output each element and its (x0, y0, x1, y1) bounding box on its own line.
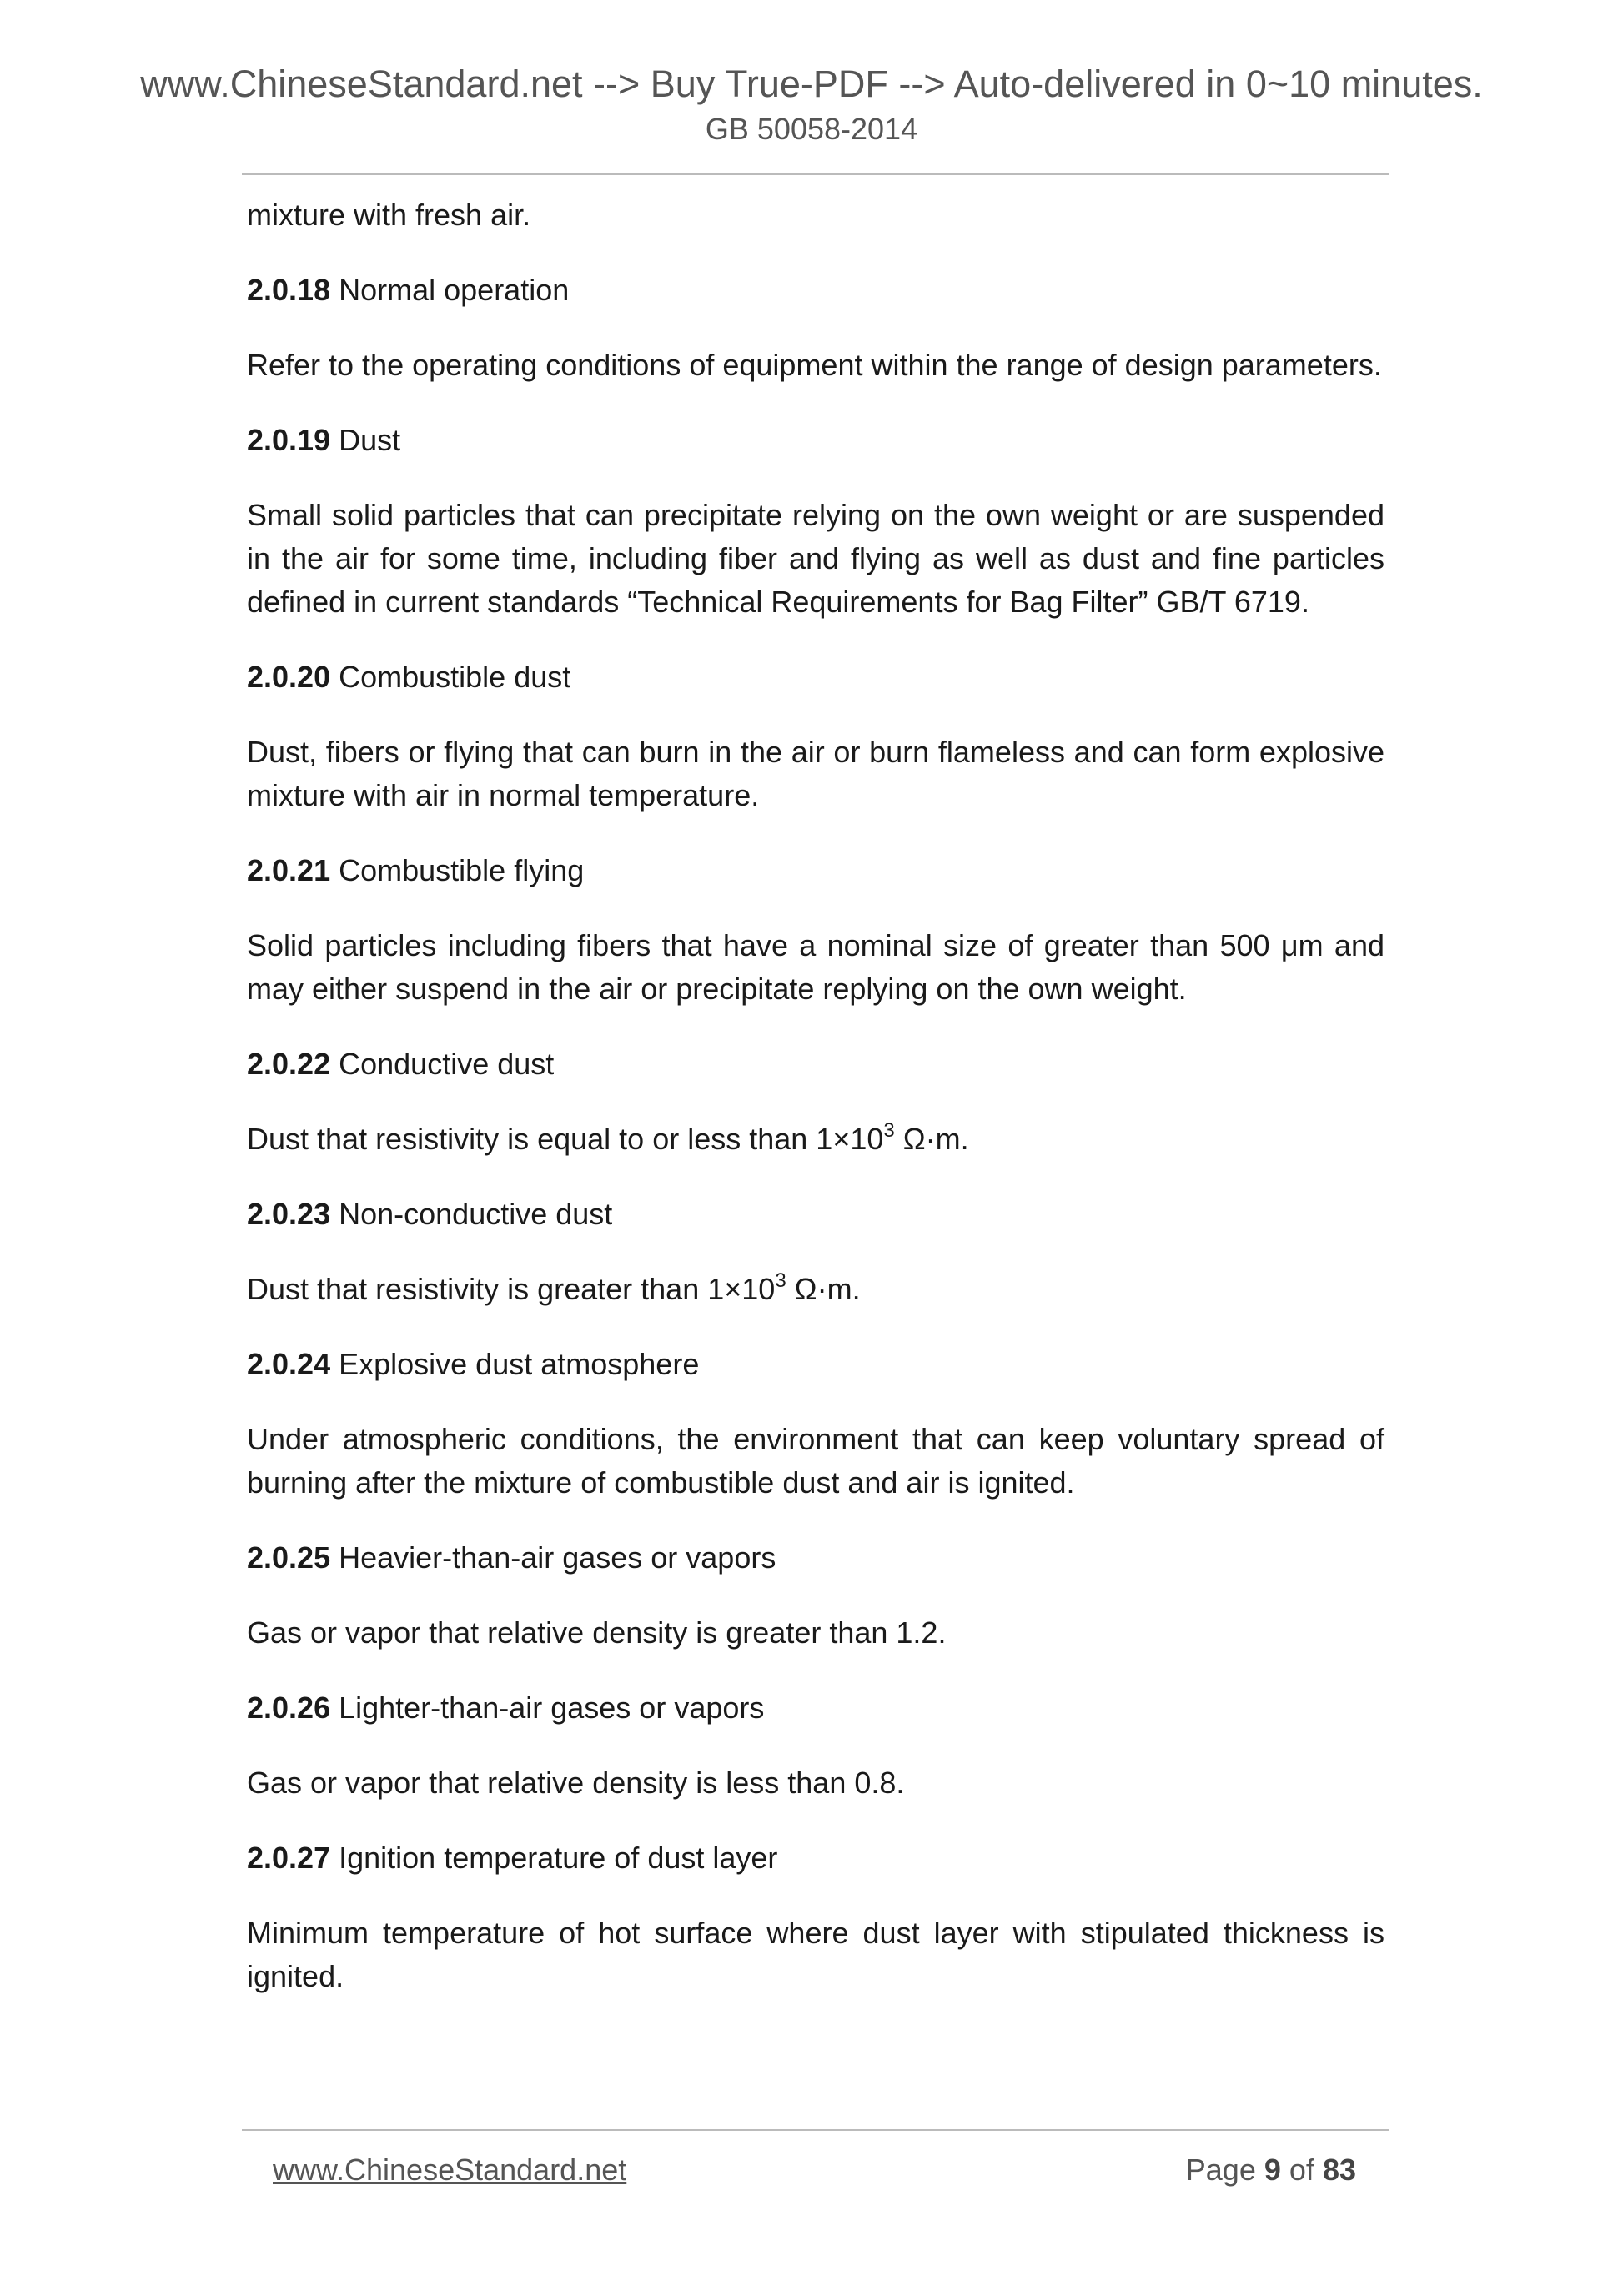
term-title: Heavier-than-air gases or vapors (339, 1540, 776, 1575)
page-current: 9 (1264, 2153, 1281, 2187)
term-number: 2.0.21 (247, 853, 331, 887)
term-heading (247, 1042, 1384, 1086)
term-number: 2.0.18 (247, 273, 331, 307)
term-heading (247, 1343, 1384, 1386)
term-definition: Dust, fibers or flying that can burn in the air or burn flameless and can form explosive mixture with air in normal temperature. (247, 735, 1384, 812)
header-divider (242, 173, 1389, 175)
document-body (247, 193, 1384, 1998)
term-heading (247, 656, 1384, 699)
page-indicator (1186, 2148, 1356, 2192)
page-of: of (1289, 2153, 1314, 2187)
term-number: 2.0.25 (247, 1540, 331, 1575)
term-title: Conductive dust (339, 1047, 555, 1081)
term-heading (247, 269, 1384, 312)
term-definition (247, 1268, 1384, 1311)
exponent: 3 (775, 1269, 786, 1292)
term-heading (247, 1536, 1384, 1580)
footer-divider (242, 2129, 1389, 2131)
term-title: Lighter-than-air gases or vapors (339, 1691, 765, 1725)
standard-code: GB 50058-2014 (705, 112, 918, 146)
intro-paragraph: mixture with fresh air. (247, 198, 531, 232)
term-heading (247, 1193, 1384, 1236)
term-definition: Solid particles including fibers that have a nominal size of greater than 500 μm and may either suspend in the air or precipitate replying on the own weight. (247, 928, 1384, 1006)
exponent: 3 (883, 1119, 895, 1142)
page-label: Page (1185, 2153, 1256, 2187)
term-title: Non-conductive dust (339, 1197, 613, 1231)
term-definition: Under atmospheric conditions, the environment that can keep voluntary spread of burning after the mixture of combustible dust and air is ignited. (247, 1422, 1384, 1500)
term-heading (247, 849, 1384, 892)
term-title: Combustible dust (339, 660, 571, 694)
term-definition: Gas or vapor that relative density is greater than 1.2. (247, 1615, 947, 1650)
term-definition (247, 1118, 1384, 1161)
term-definition: Small solid particles that can precipitate relying on the own weight or are suspended in the air for some time, including fiber and flying as well as dust and fine particles defined in current standards “Technical Requirements for Bag Filter” GB/T 6719. (247, 498, 1384, 619)
term-number: 2.0.27 (247, 1841, 331, 1875)
definition-text: Dust that resistivity is equal to or less than 1×10 (247, 1122, 884, 1156)
term-definition: Gas or vapor that relative density is less than 0.8. (247, 1766, 905, 1800)
page-header (0, 58, 1623, 150)
term-heading (247, 1836, 1384, 1880)
term-title: Explosive dust atmosphere (339, 1347, 700, 1381)
term-heading (247, 419, 1384, 462)
term-number: 2.0.22 (247, 1047, 331, 1081)
definition-unit: Ω·m. (894, 1122, 969, 1156)
site-link[interactable]: www.ChineseStandard.net (273, 2153, 627, 2187)
page-total: 83 (1322, 2153, 1356, 2187)
term-title: Dust (339, 423, 401, 457)
term-number: 2.0.26 (247, 1691, 331, 1725)
term-definition: Refer to the operating conditions of equipment within the range of design parameters. (247, 348, 1382, 382)
term-definition: Minimum temperature of hot surface where dust layer with stipulated thickness is ignited. (247, 1916, 1384, 1993)
definition-text: Dust that resistivity is greater than 1×10 (247, 1272, 776, 1306)
term-number: 2.0.19 (247, 423, 331, 457)
definition-unit: Ω·m. (786, 1272, 861, 1306)
term-title: Normal operation (339, 273, 570, 307)
term-heading (247, 1686, 1384, 1730)
term-title: Ignition temperature of dust layer (339, 1841, 778, 1875)
banner-text: www.ChineseStandard.net --> Buy True-PDF --> Auto-delivered in 0~10 minutes. (140, 63, 1483, 105)
term-number: 2.0.20 (247, 660, 331, 694)
term-number: 2.0.23 (247, 1197, 331, 1231)
term-title: Combustible flying (339, 853, 585, 887)
term-number: 2.0.24 (247, 1347, 331, 1381)
